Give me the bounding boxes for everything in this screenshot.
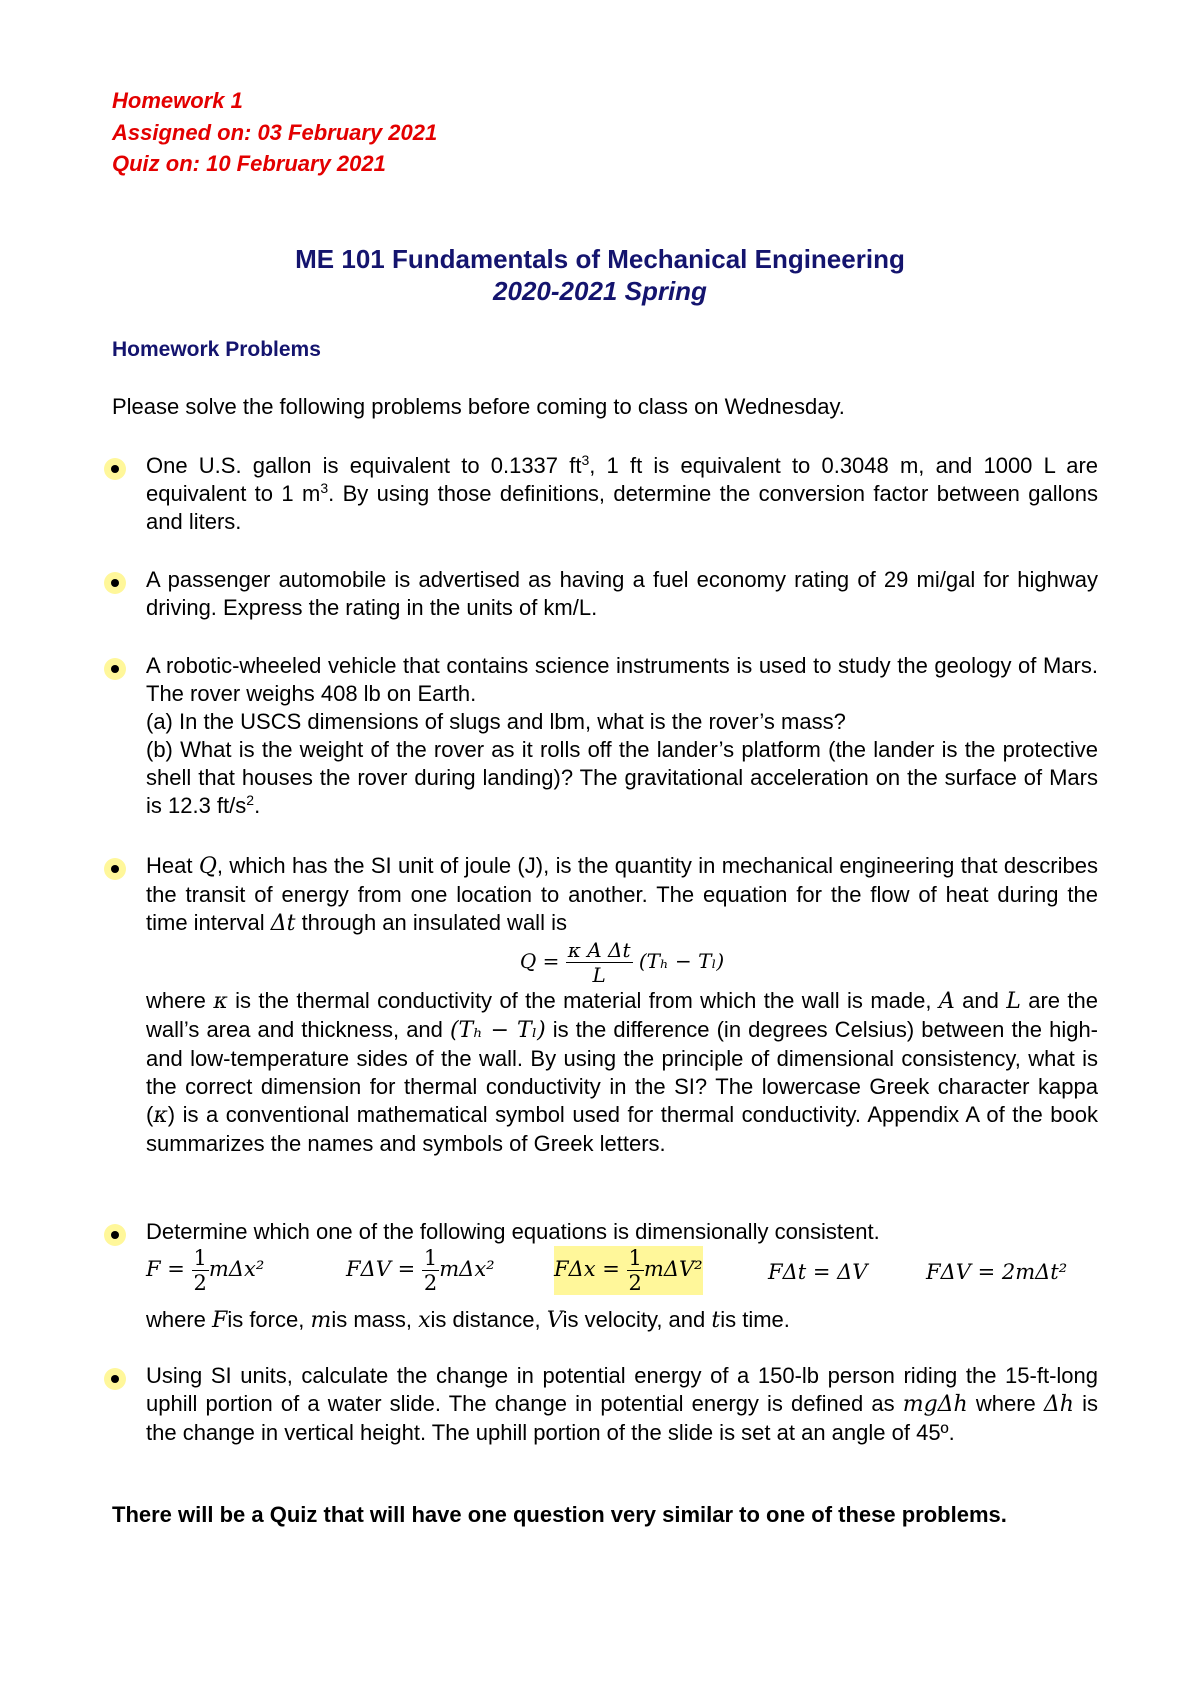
section-title: Homework Problems — [112, 338, 321, 361]
problem-4 — [146, 852, 1098, 1158]
bullet-icon — [104, 572, 126, 594]
quiz-notice: There will be a Quiz that will have one question very similar to one of these problems. — [112, 1502, 1007, 1527]
problem-1: One U.S. gallon is equivalent to 0.1337 $ft^3$, 1 ft is equivalent to 0.3048 m, and 1000 L are equivalent to 1 $m^3$. By using those definitions, determine the conversion factor between gallons and liters. — [146, 452, 1099, 534]
problem-5-definitions: where Fis force, mis mass, xis distance, Vis velocity, and tis time. — [146, 1307, 790, 1333]
problem-6: Using SI units, calculate the change in potential energy of a 150-lb person riding the 15-ft-long uphill portion of a water slide. The change in potential energy is defined as mgΔh where Δh is the change in vertical height. The uphill portion of the slide is set at an angle of 45º. — [146, 1363, 1098, 1445]
equation-3-highlighted: FΔx = $\frac{1}{2}$ mΔV² — [554, 1246, 703, 1295]
problem-4-intro: Heat Q, which has the SI unit of joule (J), is the quantity in mechanical engineering that describes the transit of energy from one location to another. The equation for the flow of heat during the time interval Δt through an insulated wall is — [146, 853, 1098, 936]
bullet-icon — [104, 658, 126, 680]
bullet-icon — [104, 1224, 126, 1246]
problem-2: A passenger automobile is advertised as having a fuel economy rating of 29 mi/gal for highway driving. Express the rating in the units of km/L. — [146, 567, 1098, 620]
equation-choices — [146, 1246, 1106, 1308]
assigned-date: Assigned on: 03 February 2021 — [112, 120, 438, 145]
problem-5-prompt: Determine which one of the following equations is dimensionally consistent. — [146, 1219, 880, 1244]
problem-4-body: where κ is the thermal conductivity of the material from which the wall is made, A and L are the wall’s area and thickness, and (Tₕ − Tₗ) is the difference (in degrees Celsius) between the high- and low-temperature sides of the wall. By using the principle of dimensional consistency, what is the correct dimension for thermal conductivity in the SI? The lowercase Greek character kappa (κ) is a conventional mathematical symbol used for thermal conductivity. Appendix A of the book summarizes the names and symbols of Greek letters. — [146, 988, 1099, 1156]
intro-text: Please solve the following problems before coming to class on Wednesday. — [112, 394, 845, 419]
course-term: 2020-2021 Spring — [493, 276, 707, 306]
problem-3 — [146, 652, 1098, 820]
course-title: ME 101 Fundamentals of Mechanical Engineering — [295, 244, 905, 274]
equation-5: FΔV = 2mΔt² — [926, 1260, 1068, 1284]
equation-1: F = $\frac{1}{2}$ mΔx² — [146, 1246, 265, 1295]
problem-3-part-a: (a) In the USCS dimensions of slugs and lbm, what is the rover’s mass? — [146, 709, 846, 734]
equation-4: FΔt = ΔV — [768, 1260, 868, 1284]
bullet-icon — [104, 458, 126, 480]
quiz-date: Quiz on: 10 February 2021 — [112, 151, 386, 176]
homework-number: Homework 1 — [112, 88, 243, 113]
equation-2: FΔV = $\frac{1}{2}$ mΔx² — [346, 1246, 495, 1295]
heat-equation: Q = $\frac{\text{κ A Δt}}{L}$ (Tₕ − Tₗ) — [519, 938, 725, 987]
problem-3-part-b: (b) What is the weight of the rover as it rolls off the lander’s platform (the lander is the protective shell that houses the rover during landing)? The gravitational acceleration on the surface of Mars is 12.3 $ft/s^2$. — [146, 737, 1098, 818]
bullet-icon — [104, 1368, 126, 1390]
problem-3-intro: A robotic-wheeled vehicle that contains science instruments is used to study the geology of Mars. The rover weighs 408 lb on Earth. — [146, 653, 1098, 706]
bullet-icon — [104, 858, 126, 880]
